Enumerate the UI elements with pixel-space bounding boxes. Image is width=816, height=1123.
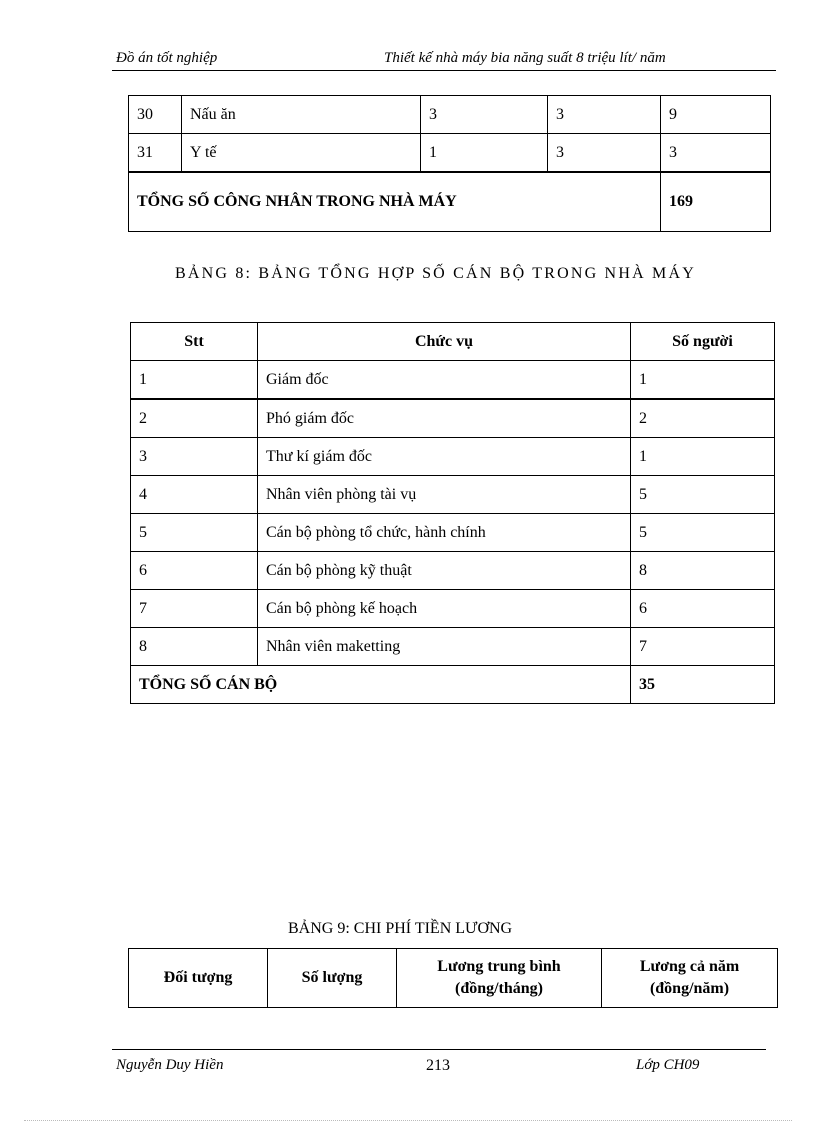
table-row xyxy=(129,96,771,134)
table-cell: 2 xyxy=(131,399,258,438)
footer-class: Lớp CH09 xyxy=(636,1057,700,1073)
table-cell: Cán bộ phòng kỹ thuật xyxy=(258,552,631,590)
table-row xyxy=(131,514,775,552)
table-cell: 4 xyxy=(131,476,258,514)
table-cell: Cán bộ phòng tổ chức, hành chính xyxy=(258,514,631,552)
total-value: 35 xyxy=(631,666,775,704)
staff-summary-table xyxy=(130,322,775,704)
table-cell: Thư kí giám đốc xyxy=(258,438,631,476)
table-cell: 6 xyxy=(131,552,258,590)
total-label: TỔNG SỐ CÔNG NHÂN TRONG NHÀ MÁY xyxy=(129,172,661,232)
table-cell: 1 xyxy=(131,361,258,400)
total-value: 169 xyxy=(661,172,771,232)
table-header-row xyxy=(129,949,778,1008)
table-row xyxy=(129,134,771,173)
table-cell: 5 xyxy=(631,476,775,514)
header-title-right: Thiết kế nhà máy bia năng suất 8 triệu lít/ năm xyxy=(384,50,666,66)
table-row xyxy=(131,552,775,590)
table-cell: 1 xyxy=(421,134,548,173)
page-bottom-border xyxy=(24,1120,792,1121)
table-total-row xyxy=(131,666,775,704)
table-cell: 1 xyxy=(631,361,775,400)
footer-rule xyxy=(112,1049,766,1050)
table-row xyxy=(131,399,775,438)
table-cell: 3 xyxy=(548,134,661,173)
column-header: Stt xyxy=(131,323,258,361)
table-cell: 1 xyxy=(631,438,775,476)
table9-caption: BẢNG 9: CHI PHÍ TIỀN LƯƠNG xyxy=(288,920,513,937)
table-cell: Cán bộ phòng kế hoạch xyxy=(258,590,631,628)
table8-caption: BẢNG 8: BẢNG TỔNG HỢP SỐ CÁN BỘ TRONG NHÀ MÁY xyxy=(175,265,696,282)
column-header xyxy=(397,949,602,1008)
table-cell: 9 xyxy=(661,96,771,134)
table-cell: 8 xyxy=(131,628,258,666)
column-header xyxy=(268,949,397,1008)
column-header-line: (đồng/năm) xyxy=(649,980,730,997)
table-cell: Nhân viên phòng tài vụ xyxy=(258,476,631,514)
salary-cost-table xyxy=(128,948,778,1008)
table-row xyxy=(131,361,775,400)
table-cell: 7 xyxy=(131,590,258,628)
column-header-line: Số lượng xyxy=(301,969,363,986)
table-cell: 2 xyxy=(631,399,775,438)
column-header-line: Đối tượng xyxy=(163,969,233,986)
column-header: Số người xyxy=(631,323,775,361)
total-label: TỔNG SỐ CÁN BỘ xyxy=(131,666,631,704)
table-cell: Y tế xyxy=(182,134,421,173)
table-row xyxy=(131,590,775,628)
footer-author: Nguyễn Duy Hiền xyxy=(116,1057,224,1073)
column-header-line: Lương trung bình xyxy=(437,958,561,975)
table-cell: 5 xyxy=(631,514,775,552)
table-cell: 6 xyxy=(631,590,775,628)
table-cell: 3 xyxy=(131,438,258,476)
table-total-row xyxy=(129,172,771,232)
table-header-row xyxy=(131,323,775,361)
column-header-line: Lương cả năm xyxy=(639,958,740,975)
table-cell: 3 xyxy=(661,134,771,173)
table-cell: 7 xyxy=(631,628,775,666)
page-number: 213 xyxy=(426,1057,450,1074)
table-cell: 3 xyxy=(421,96,548,134)
table-cell: Nhân viên maketting xyxy=(258,628,631,666)
workers-table-continued xyxy=(128,95,771,232)
table-cell: Giám đốc xyxy=(258,361,631,400)
table-cell: 8 xyxy=(631,552,775,590)
column-header-line: (đồng/tháng) xyxy=(454,980,544,997)
table-row xyxy=(131,476,775,514)
header-title-left: Đồ án tốt nghiệp xyxy=(116,50,218,66)
table-cell: Phó giám đốc xyxy=(258,399,631,438)
table-cell: 5 xyxy=(131,514,258,552)
column-header xyxy=(602,949,778,1008)
table-cell: 30 xyxy=(129,96,182,134)
table-cell: 3 xyxy=(548,96,661,134)
table-row xyxy=(131,628,775,666)
column-header: Chức vụ xyxy=(258,323,631,361)
table-row xyxy=(131,438,775,476)
table-cell: 31 xyxy=(129,134,182,173)
column-header xyxy=(129,949,268,1008)
header-rule xyxy=(112,70,776,71)
table-cell: Nấu ăn xyxy=(182,96,421,134)
